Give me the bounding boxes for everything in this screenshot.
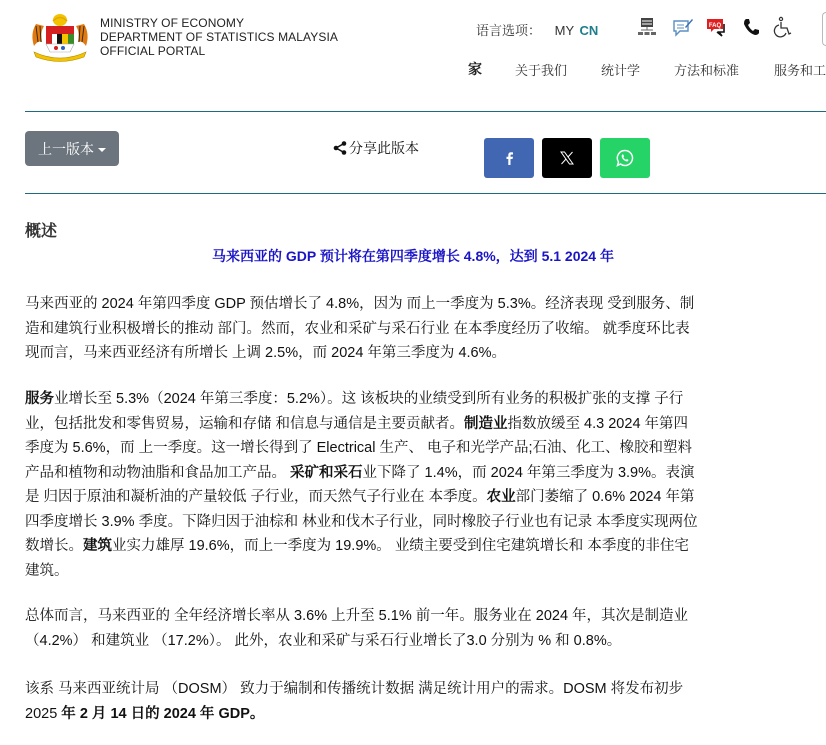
caret-down-icon: [98, 148, 106, 152]
svg-text:FAQ: FAQ: [708, 23, 722, 29]
nav-statistics[interactable]: 统计学: [601, 63, 641, 78]
text-span: 部门萎缩了 0.6% 2024 年第: [515, 489, 695, 505]
text-span: 2025: [25, 705, 62, 722]
org-line-3: OFFICIAL PORTAL: [100, 44, 206, 58]
text-span: 产品和植物和动物油脂和食品加工产品。: [25, 464, 291, 481]
organization-name: [100, 16, 338, 58]
phone-icon[interactable]: [740, 16, 762, 38]
release-date: 年 2 月 14 日的 2024 年 GDP。: [61, 705, 265, 722]
text-line: 造和建筑行业积极增长的推动 部门。然而，农业和采矿与采石行业 在本季度经历了收缩。 就季度环比表: [25, 320, 690, 337]
facebook-icon: [503, 151, 515, 165]
faq-icon[interactable]: [706, 16, 728, 38]
language-option-my[interactable]: MY: [554, 23, 574, 38]
paragraph-sectors: [25, 387, 805, 583]
text-line: 该系 马来西亚统计局 （DOSM） 致力于编制和传播统计数据 满足统计用户的需求。DOSM 将发布初步: [25, 681, 684, 697]
text-span: 业下降了 1.4%，而 2024 年第三季度为 3.9%。表演: [362, 464, 695, 481]
x-icon: [560, 151, 574, 165]
text-line: （4.2%） 和建筑业 （17.2%）。 此外，农业和采矿与采石行业增长了3.0 分别为 % 和 0.8%。: [25, 632, 622, 649]
paragraph-release: [25, 677, 805, 726]
feedback-icon[interactable]: [672, 16, 694, 38]
share-facebook-button[interactable]: [484, 138, 534, 178]
text-span: 业实力雄厚 19.6%，而上一季度为 19.9%。 业绩主要受到住宅建筑增长和 本季度的非住宅: [112, 538, 689, 554]
whatsapp-icon: [616, 149, 634, 167]
text-line: 建筑。: [25, 562, 69, 579]
text-span: 业增长至 5.3%（2024 年第三季度：5.2%）。这 该板块的业绩受到所有业务的积极扩张的支撑 子行: [54, 391, 684, 407]
site-header: [0, 0, 826, 100]
nav-methods-standards[interactable]: 方法和标准: [674, 63, 740, 78]
divider-bottom: [25, 193, 826, 194]
share-whatsapp-button[interactable]: [600, 138, 650, 178]
org-line-1: MINISTRY OF ECONOMY: [100, 16, 245, 30]
text-span: 业，包括批发和零售贸易，运输和存储 和信息与通信是主要贡献者。: [25, 415, 465, 432]
search-input[interactable]: [822, 12, 826, 46]
previous-version-label: 上一版本: [38, 140, 94, 157]
text-span: 是 归因于原油和凝析油的产量较低 子行业，而天然气子行业在 本季度。: [25, 489, 487, 505]
share-x-button[interactable]: [542, 138, 592, 178]
nav-services-tools[interactable]: 服务和工: [774, 63, 826, 78]
sector-manufacturing: 制造业: [464, 415, 508, 432]
language-selector: [476, 20, 598, 39]
coat-of-arms-logo[interactable]: [26, 12, 94, 62]
nav-home[interactable]: 家: [468, 61, 482, 77]
article-headline: 马来西亚的 GDP 预计将在第四季度增长 4.8%，达到 5.1 2024 年: [212, 248, 614, 264]
language-option-cn[interactable]: CN: [579, 23, 599, 38]
text-line: 现而言，马来西亚经济有所增长 上调 2.5%，而 2024 年第三季度为 4.6%。: [25, 345, 506, 361]
sector-construction: 建筑: [83, 538, 112, 554]
share-this-version: [333, 138, 419, 158]
sitemap-icon[interactable]: [636, 16, 658, 38]
divider-top: [25, 111, 826, 112]
text-span: 指数放缓至 4.3 2024 年第四: [507, 415, 689, 432]
org-line-2: DEPARTMENT OF STATISTICS MALAYSIA: [100, 30, 339, 44]
section-title-overview: 概述: [25, 223, 58, 240]
text-line: 四季度增长 3.9% 季度。下降归因于油棕和 林业和伐木子行业，同时橡胶子行业也有记录 本季度实现两位: [25, 513, 698, 530]
paragraph-annual: [25, 604, 805, 653]
text-line: 马来西亚的 2024 年第四季度 GDP 预估增长了 4.8%，因为 而上一季度为 5.3%。经济表现 受到服务、制: [25, 296, 695, 312]
text-line: 季度为 5.6%，而 上一季度。这一增长得到了 Electrical 生产、 电子和光学产品;石油、化工、橡胶和塑料: [25, 440, 693, 456]
share-label-text: 分享此版本: [349, 140, 419, 156]
sector-agriculture: 农业: [486, 489, 516, 505]
language-label: 语言选项：: [476, 23, 542, 38]
paragraph-summary: [25, 292, 805, 366]
text-line: 总体而言，马来西亚的 全年经济增长率从 3.6% 上升至 5.1% 前一年。服务业在 2024 年，其次是制造业: [25, 608, 689, 624]
sector-services: 服务: [25, 391, 54, 407]
sector-mining: 采矿和采石: [290, 464, 363, 481]
text-span: 数增长。: [25, 538, 83, 554]
previous-version-dropdown[interactable]: [25, 131, 119, 166]
nav-about-us[interactable]: 关于我们: [515, 63, 568, 78]
accessibility-icon[interactable]: [772, 16, 794, 38]
share-icon: [333, 141, 347, 155]
